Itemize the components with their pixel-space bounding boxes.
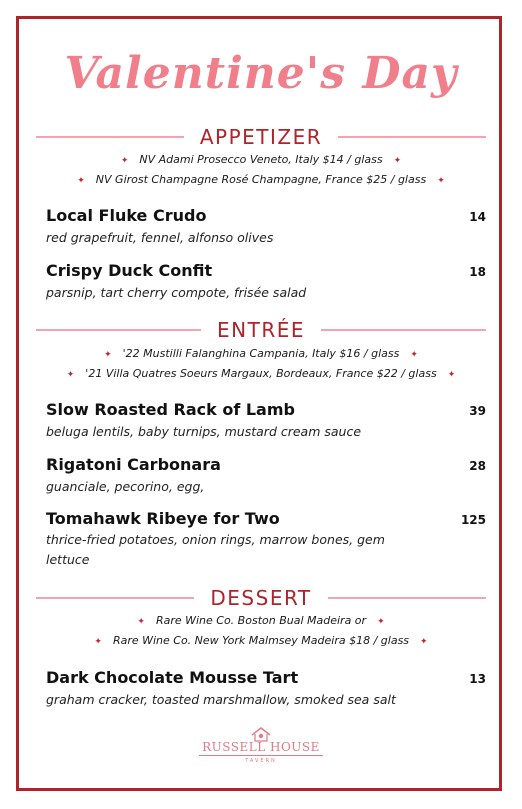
menu-item-name: Dark Chocolate Mousse Tart xyxy=(46,668,299,687)
menu-item-name: Rigatoni Carbonara xyxy=(46,455,221,474)
restaurant-logo xyxy=(196,726,326,776)
menu-item-price: 18 xyxy=(469,265,486,279)
menu-item-price: 28 xyxy=(469,459,486,473)
menu-item-description: graham cracker, toasted marshmallow, smoked sea salt xyxy=(46,692,396,707)
diamond-icon: ✦ xyxy=(393,156,402,166)
section-title: DESSERT xyxy=(210,586,312,610)
menu-item-price: 125 xyxy=(460,513,486,527)
divider-line xyxy=(338,136,486,138)
diamond-icon: ✦ xyxy=(104,350,112,360)
divider-line xyxy=(36,329,201,331)
section-title: APPETIZER xyxy=(199,125,323,149)
diamond-icon: ✦ xyxy=(377,617,385,627)
wine-pairing: ✦ NV Adami Prosecco Veneto, Italy $14 / glass ✦ xyxy=(0,153,522,166)
diamond-icon: ✦ xyxy=(66,370,75,380)
menu-item-name: Crispy Duck Confit xyxy=(46,261,213,280)
menu-item-description: red grapefruit, fennel, alfonso olives xyxy=(46,230,274,245)
wine-pairing: ✦ '22 Mustilli Falanghina Campania, Italy $16 / glass ✦ xyxy=(0,347,522,360)
diamond-icon: ✦ xyxy=(77,176,85,186)
diamond-icon: ✦ xyxy=(447,370,456,380)
menu-item-price: 14 xyxy=(469,210,486,224)
diamond-icon: ✦ xyxy=(137,617,145,627)
diamond-icon: ✦ xyxy=(410,350,418,360)
logo-underline xyxy=(199,755,323,756)
menu-item-description: beluga lentils, baby turnips, mustard cream sauce xyxy=(46,424,362,439)
divider-line xyxy=(36,136,184,138)
diamond-icon: ✦ xyxy=(420,637,428,647)
menu-item-description: thrice-fried potatoes, onion rings, marrow bones, gem lettuce xyxy=(46,532,385,567)
section-heading-appetizer xyxy=(36,125,486,149)
section-heading-entree xyxy=(36,318,486,342)
section-heading-dessert xyxy=(36,586,486,610)
menu-item-name: Tomahawk Ribeye for Two xyxy=(46,509,280,528)
divider-line xyxy=(328,597,486,599)
menu-item-description: parsnip, tart cherry compote, frisée salad xyxy=(46,285,307,300)
menu-item-name: Local Fluke Crudo xyxy=(46,206,207,225)
wine-pairing: ✦ NV Girost Champagne Rosé Champagne, France $25 / glass ✦ xyxy=(0,173,522,186)
menu-item-name: Slow Roasted Rack of Lamb xyxy=(46,400,295,419)
menu-item-description: guanciale, pecorino, egg, xyxy=(46,479,205,494)
diamond-icon: ✦ xyxy=(94,637,102,647)
divider-line xyxy=(36,597,194,599)
divider-line xyxy=(321,329,486,331)
menu-item-price: 39 xyxy=(469,404,486,418)
menu-item-price: 13 xyxy=(469,672,486,686)
section-title: ENTRÉE xyxy=(217,318,305,342)
wine-pairing: ✦ '21 Villa Quatres Soeurs Margaux, Bordeaux, France $22 / glass ✦ xyxy=(0,367,522,380)
diamond-icon: ✦ xyxy=(120,156,129,166)
brand-name: RUSSELL HOUSE xyxy=(202,740,320,754)
page-title: Valentine's Day xyxy=(64,48,458,99)
brand-subtitle: TAVERN xyxy=(245,758,277,764)
diamond-icon: ✦ xyxy=(437,176,445,186)
wine-pairing: ✦ Rare Wine Co. New York Malmsey Madeira $18 / glass ✦ xyxy=(0,634,522,647)
wine-pairing: ✦ Rare Wine Co. Boston Bual Madeira or ✦ xyxy=(0,614,522,627)
